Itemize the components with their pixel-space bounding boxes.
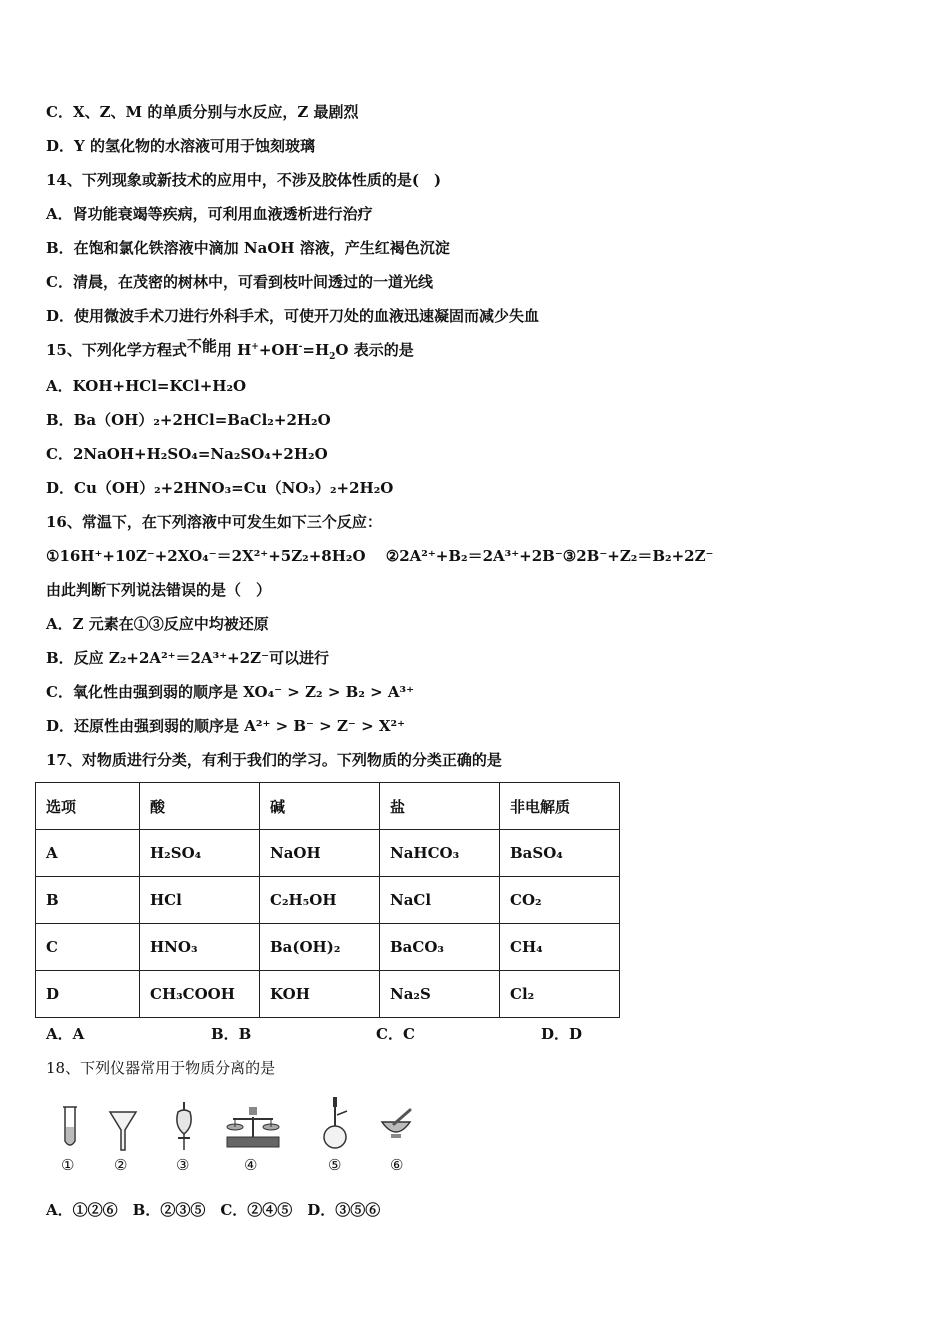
q17-answer-b: B．B (211, 1025, 252, 1043)
test-tube-icon (60, 1105, 80, 1151)
q16-option-a: A．Z 元素在①③反应中均被还原 (46, 615, 269, 633)
q15-stem-not: 不能 (186, 337, 217, 355)
q15-option-d: D．Cu（OH）₂+2HNO₃=Cu（NO₃）₂+2H₂O (46, 479, 394, 497)
table-header-cell: 碱 (260, 783, 380, 830)
table-row (36, 924, 620, 971)
mortar-pestle-icon (378, 1108, 414, 1142)
table-cell: C (36, 924, 140, 971)
q14-stem: 14、下列现象或新技术的应用中，不涉及胶体性质的是( ) (46, 171, 442, 189)
table-cell: NaOH (260, 830, 380, 877)
classification-table (35, 782, 620, 1018)
instrument-label: ⑥ (390, 1156, 404, 1174)
table-cell: Cl₂ (500, 971, 620, 1018)
table-row (36, 830, 620, 877)
q15-sup1: + (251, 342, 259, 352)
q17-answer-d: D．D (541, 1025, 583, 1043)
table-cell: KOH (260, 971, 380, 1018)
q14-option-a: A．肾功能衰竭等疾病，可利用血液透析进行治疗 (46, 205, 373, 223)
separatory-funnel-icon (170, 1100, 198, 1152)
q16-option-c: C．氧化性由强到弱的顺序是 XO₄⁻ > Z₂ > B₂ > A³⁺ (46, 683, 415, 701)
table-header-cell: 盐 (380, 783, 500, 830)
table-cell: BaSO₄ (500, 830, 620, 877)
q17-answer-a: A．A (46, 1025, 85, 1043)
q15-stem-post: O 表示的是 (335, 341, 414, 359)
q18-stem: 18、下列仪器常用于物质分离的是 (46, 1059, 276, 1077)
q16-option-d: D．还原性由强到弱的顺序是 A²⁺ > B⁻ > Z⁻ > X²⁺ (46, 717, 405, 735)
q18-answers: A．①②⑥ B．②③⑤ C．②④⑤ D．③⑤⑥ (46, 1201, 381, 1219)
q15-stem-mid: 用 H (216, 341, 252, 359)
instrument-label: ③ (176, 1156, 190, 1174)
table-cell: HCl (140, 877, 260, 924)
table-cell: NaHCO₃ (380, 830, 500, 877)
table-row (36, 971, 620, 1018)
q13-option-c: C．X、Z、M 的单质分别与水反应，Z 最剧烈 (46, 103, 359, 121)
q16-option-b: B．反应 Z₂+2A²⁺＝2A³⁺+2Z⁻可以进行 (46, 649, 329, 667)
q16-judge: 由此判断下列说法错误的是（ ） (46, 581, 272, 599)
q15-stem-mid3: =H (302, 341, 330, 359)
table-cell: BaCO₃ (380, 924, 500, 971)
q15-sup2: - (298, 342, 303, 352)
funnel-icon (108, 1108, 138, 1152)
table-cell: NaCl (380, 877, 500, 924)
q15-stem-pre: 15、下列化学方程式 (46, 341, 187, 359)
table-header-cell: 选项 (36, 783, 140, 830)
q17-stem: 17、对物质进行分类，有利于我们的学习。下列物质的分类正确的是 (46, 751, 502, 769)
table-cell: B (36, 877, 140, 924)
table-header-row (36, 783, 620, 830)
q14-option-c: C．清晨，在茂密的树林中，可看到枝叶间透过的一道光线 (46, 273, 433, 291)
instrument-label: ① (61, 1156, 75, 1174)
table-row (36, 877, 620, 924)
q15-sub: 2 (329, 352, 336, 362)
table-cell: Ba(OH)₂ (260, 924, 380, 971)
q17-answer-c: C．C (376, 1025, 415, 1043)
table-cell: Na₂S (380, 971, 500, 1018)
q16-reactions: ①16H⁺+10Z⁻+2XO₄⁻＝2X²⁺+5Z₂+8H₂O ②2A²⁺+B₂＝2A³⁺+2B⁻③2B⁻+Z₂＝B₂+2Z⁻ (46, 547, 714, 565)
q15-option-b: B．Ba（OH）₂+2HCl=BaCl₂+2H₂O (46, 411, 331, 429)
q13-option-d: D．Y 的氢化物的水溶液可用于蚀刻玻璃 (46, 137, 315, 155)
table-cell: CH₄ (500, 924, 620, 971)
table-cell: H₂SO₄ (140, 830, 260, 877)
table-cell: CH₃COOH (140, 971, 260, 1018)
table-cell: HNO₃ (140, 924, 260, 971)
q14-option-b: B．在饱和氯化铁溶液中滴加 NaOH 溶液，产生红褐色沉淀 (46, 239, 450, 257)
table-cell: A (36, 830, 140, 877)
instrument-label: ⑤ (328, 1156, 342, 1174)
instrument-label: ② (114, 1156, 128, 1174)
balance-icon (225, 1105, 281, 1149)
q15-option-c: C．2NaOH+H₂SO₄=Na₂SO₄+2H₂O (46, 445, 328, 463)
instrument-label: ④ (244, 1156, 258, 1174)
table-header-cell: 酸 (140, 783, 260, 830)
table-header-cell: 非电解质 (500, 783, 620, 830)
table-cell: D (36, 971, 140, 1018)
q14-option-d: D．使用微波手术刀进行外科手术，可使开刀处的血液迅速凝固而减少失血 (46, 307, 540, 325)
q15-stem-mid2: +OH (258, 341, 299, 359)
q16-stem: 16、常温下，在下列溶液中可发生如下三个反应： (46, 513, 382, 531)
table-cell: C₂H₅OH (260, 877, 380, 924)
table-cell: CO₂ (500, 877, 620, 924)
q15-option-a: A．KOH+HCl=KCl+H₂O (46, 377, 247, 395)
distillation-flask-icon (320, 1095, 350, 1151)
q15-stem (46, 337, 414, 362)
